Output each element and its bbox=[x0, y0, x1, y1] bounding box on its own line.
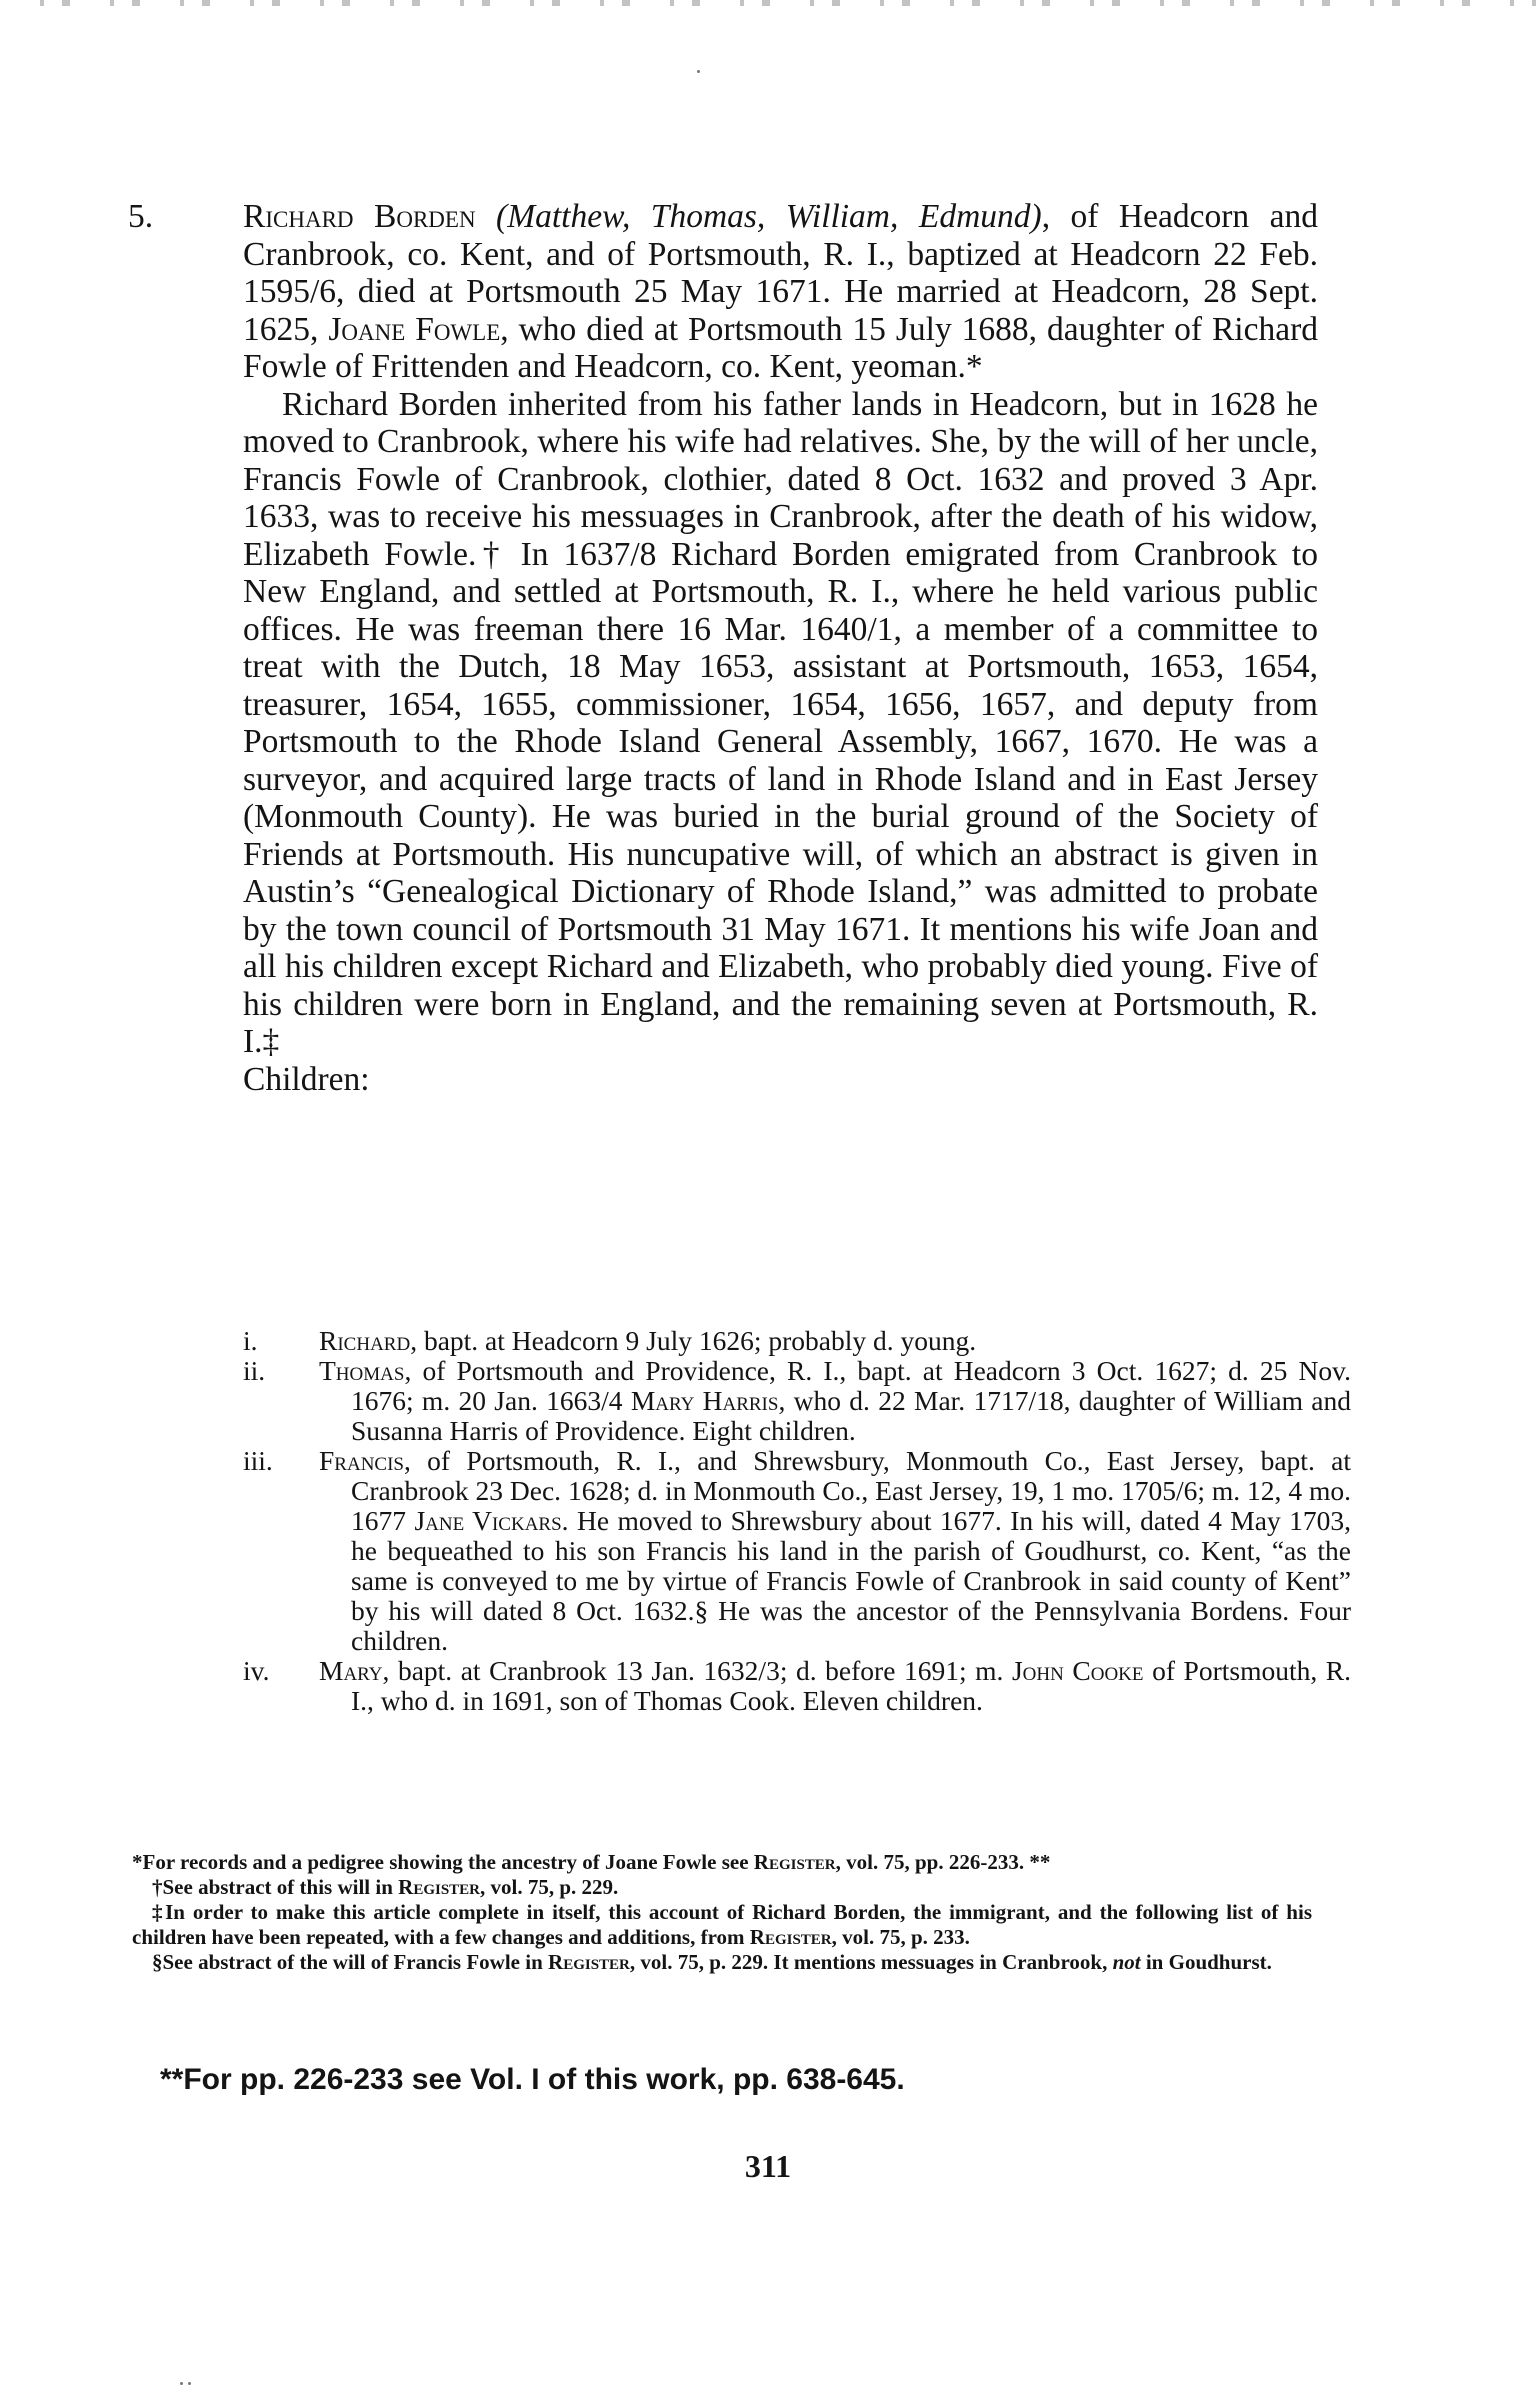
children-list bbox=[128, 1325, 1352, 1716]
child-text bbox=[319, 1326, 1351, 1356]
footnote-text: ‡In order to make this article complete in itself, this account of Richard Borden, the immigrant, and the following list of his children have been repeated, with a few changes and additions, from bbox=[132, 1900, 1312, 1949]
footnote-text: in Goudhurst. bbox=[1140, 1950, 1272, 1974]
footnote-dagger bbox=[132, 1875, 1312, 1900]
footnote-register: Register bbox=[749, 1925, 832, 1949]
child-name: Mary bbox=[319, 1655, 383, 1686]
child-text bbox=[319, 1656, 1351, 1716]
entry-name: Richard Borden bbox=[243, 198, 476, 235]
added-crossreference-note: **For pp. 226-233 see Vol. I of this work, pp. 638-645. bbox=[160, 2063, 905, 2096]
footnote-text: , vol. 75, p. 229. It mentions messuages in Cranbrook, bbox=[629, 1950, 1113, 1974]
child-item bbox=[128, 1326, 1318, 1356]
page-number: 311 bbox=[744, 2148, 792, 2184]
genealogy-entry bbox=[128, 198, 1318, 1098]
child-number: iv. bbox=[243, 1655, 270, 1686]
scan-speck bbox=[697, 70, 700, 73]
footnote-text: , vol. 75, pp. 226-233. ** bbox=[835, 1850, 1051, 1874]
child-details-2: . He moved to Shrewsbury about 1677. In his will, dated 4 May 1703, he bequeathed to his son Francis his land in the parish of Goudhurst, co. Kent, “as the same is conveyed to me by virtue of Francis Fowle of Cranbrook in said county of Kent” by his will dated 8 Oct. 1632.§ He was the ancestor of the Pennsylvania Bordens. Four children. bbox=[351, 1505, 1352, 1656]
footnote-text: , vol. 75, p. 233. bbox=[831, 1925, 970, 1949]
child-item bbox=[128, 1355, 1351, 1446]
footnotes bbox=[132, 1850, 1312, 1975]
entry-intro-text: , of Headcorn and Cranbrook, co. Kent, and of Portsmouth, R. I., baptized at Headcorn 22 Feb. 1595/6, died at Portsmouth 25 May 1671. He married at Headcorn, 28 Sept. 1625, bbox=[243, 198, 1318, 348]
footnote-register: Register bbox=[753, 1850, 836, 1874]
footnote-double-dagger bbox=[132, 1900, 1312, 1950]
footnote-section bbox=[132, 1950, 1312, 1975]
entry-biography-paragraph: Richard Borden inherited from his father lands in Headcorn, but in 1628 he moved to Cranbrook, where his wife had relatives. She, by the will of her uncle, Francis Fowle of Cranbrook, clothier, dated 8 Oct. 1632 and proved 3 Apr. 1633, was to receive his messuages in Cranbrook, after the death of his widow, Elizabeth Fowle.† In 1637/8 Richard Borden emigrated from Cranbrook to New England, and settled at Portsmouth, R. I., where he held various public offices. He was freeman there 16 Mar. 1640/1, a member of a committee to treat with the Dutch, 18 May 1653, assistant at Portsmouth, 1653, 1654, treasurer, 1654, 1655, commissioner, 1654, 1656, 1657, and deputy from Portsmouth to the Rhode Island General Assembly, 1667, 1670. He was a surveyor, and acquired large tracts of land in Rhode Island and in East Jersey (Monmouth County). He was buried in the burial ground of the Society of Friends at Portsmouth. His nuncupative will, of which an abstract is given in Austin’s “Genealogical Dictionary of Rhode Island,” was admitted to probate by the town council of Portsmouth 31 May 1671. It mentions his wife Joan and all his children except Richard and Elizabeth, who probably died young. Five of his children were born in England, and the remaining seven at Portsmouth, R. I.‡ bbox=[243, 385, 1318, 1060]
child-number: i. bbox=[243, 1325, 258, 1356]
child-name: Francis bbox=[319, 1445, 404, 1476]
scan-speck bbox=[188, 2382, 191, 2385]
child-item bbox=[128, 1655, 1351, 1716]
child-text bbox=[319, 1446, 1351, 1656]
child-details: , of Portsmouth and Providence, R. I., bapt. at Headcorn 3 Oct. 1627; d. 25 Nov. 1676; m. 20 Jan. 1663/4 bbox=[351, 1355, 1351, 1416]
child-name: Richard bbox=[319, 1325, 411, 1356]
footnote-register: Register bbox=[548, 1950, 630, 1974]
child-details-2: of Portsmouth, R. I., who d. in 1691, son of Thomas Cook. Eleven children. bbox=[351, 1655, 1351, 1716]
footnote-star bbox=[132, 1850, 1312, 1875]
entry-ancestry: (Matthew, Thomas, William, Edmund) bbox=[496, 198, 1042, 235]
footnote-text: †See abstract of this will in bbox=[152, 1875, 399, 1899]
entry-number: 5. bbox=[128, 198, 154, 235]
child-number: iii. bbox=[243, 1445, 273, 1476]
footnote-emphasis: not bbox=[1112, 1950, 1141, 1974]
child-number: ii. bbox=[243, 1355, 266, 1386]
child-details-2: , who d. 22 Mar. 1717/18, daughter of William and Susanna Harris of Providence. Eight children. bbox=[351, 1385, 1351, 1446]
footnote-text: *For records and a pedigree showing the ancestry of Joane Fowle see bbox=[132, 1850, 754, 1874]
entry-body bbox=[243, 198, 1318, 1098]
child-name: Thomas bbox=[319, 1355, 405, 1386]
footnote-text: , vol. 75, p. 229. bbox=[480, 1875, 619, 1899]
scan-speck bbox=[180, 2382, 183, 2385]
child-details: , of Portsmouth, R. I., and Shrewsbury, Monmouth Co., East Jersey, bapt. at Cranbrook 23 Dec. 1628; d. in Monmouth Co., East Jersey, 19, 1 mo. 1705/6; m. 12, 4 mo. 1677 bbox=[351, 1445, 1351, 1536]
child-details: , bapt. at Headcorn 9 July 1626; probably d. young. bbox=[410, 1325, 977, 1356]
children-heading: Children: bbox=[243, 1060, 370, 1098]
entry-wife-name: Joane Fowle bbox=[328, 310, 501, 348]
scan-edge-marks bbox=[40, 0, 1536, 6]
entry-intro-paragraph bbox=[243, 198, 1318, 386]
footnote-register: Register bbox=[398, 1875, 481, 1899]
child-text bbox=[319, 1356, 1351, 1446]
footnote-text: §See abstract of the will of Francis Fowle in bbox=[152, 1950, 549, 1974]
child-details: , bapt. at Cranbrook 13 Jan. 1632/3; d. before 1691; m. bbox=[382, 1655, 1012, 1686]
child-spouse: John Cooke bbox=[1011, 1655, 1144, 1686]
child-spouse: Mary Harris bbox=[630, 1385, 779, 1416]
child-item bbox=[128, 1445, 1352, 1656]
entry-intro-text-2: , who died at Portsmouth 15 July 1688, daughter of Richard Fowle of Frittenden and Headcorn, co. Kent, yeoman.* bbox=[243, 310, 1319, 385]
child-spouse: Jane Vickars bbox=[414, 1505, 562, 1536]
